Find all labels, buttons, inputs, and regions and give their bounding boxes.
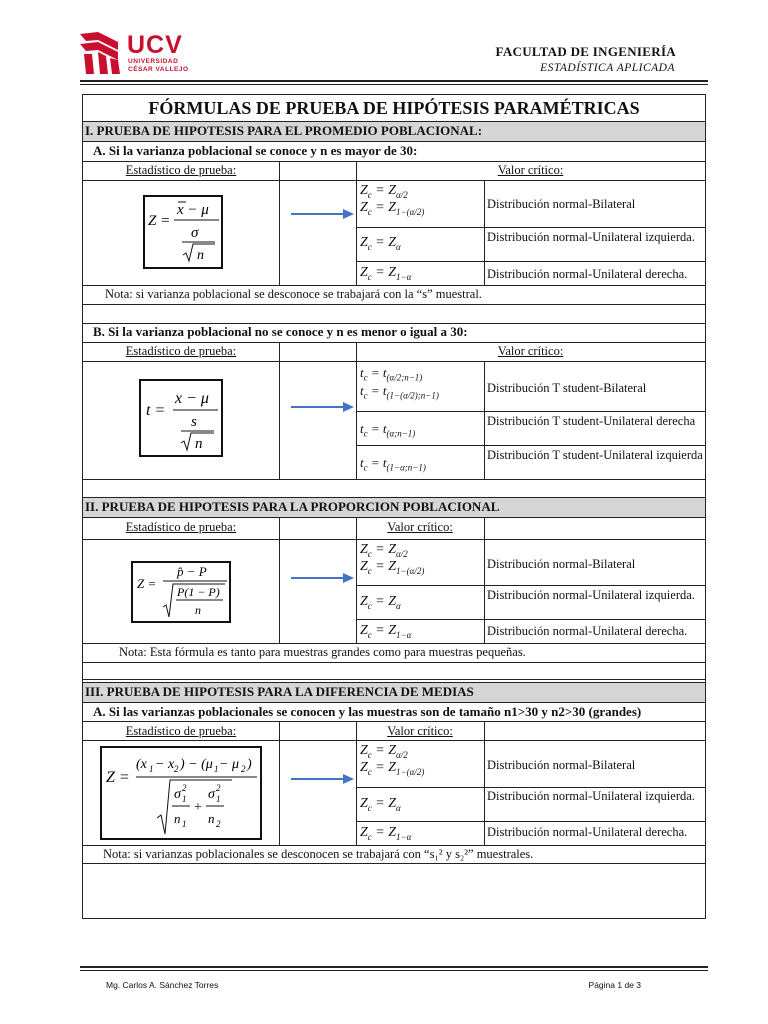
- crit-label: Valor crítico:: [387, 520, 453, 534]
- formula-z-diff-means: [100, 746, 262, 840]
- dist-right: Distribución normal-Unilateral derecha.: [487, 624, 688, 638]
- section-1-heading: I. PRUEBA DE HIPOTESIS PARA EL PROMEDIO POBLACIONAL:: [83, 121, 705, 142]
- footer-author: Mg. Carlos A. Sánchez Torres: [106, 980, 219, 990]
- crit-z-right: $Z_c = Z_{1-\alpha}$: [360, 825, 412, 842]
- svg-text:1: 1: [216, 794, 221, 804]
- crit-label: Valor crítico:: [497, 163, 564, 177]
- crit-z-right: $Z_c = Z_{1-\alpha}$: [360, 623, 412, 640]
- section-1a-heading: A. Si la varianza poblacional se conoce y n es mayor de 30:: [83, 142, 705, 162]
- svg-text:1: 1: [182, 794, 187, 804]
- svg-text:2: 2: [182, 783, 187, 793]
- dist-t-right: Distribución T student-Unilateral derecha: [487, 414, 696, 428]
- crit-t-left: $t_c = t_{(1-\alpha;n-1)}$: [360, 455, 426, 473]
- svg-text:x − μ: x − μ: [177, 202, 209, 218]
- svg-text:s: s: [191, 414, 197, 430]
- svg-text:1: 1: [182, 819, 187, 829]
- section-1b-heading: B. Si la varianza poblacional no se conoce y n es menor o igual a 30:: [83, 323, 705, 343]
- header-rule-thin: [80, 84, 708, 85]
- stat-label: Estadístico de prueba:: [125, 344, 237, 358]
- header-rule: [80, 80, 708, 82]
- crit-z-bilateral: $Z_c = Z_{\alpha/2}$ $Z_c = Z_{1-(\alpha/2)}$: [360, 183, 425, 217]
- crit-z-bilateral: $Z_c = Z_{\alpha/2}$ $Z_c = Z_{1-(\alpha/2)}$: [360, 542, 425, 576]
- crit-label: Valor crítico:: [387, 724, 453, 738]
- crit-label: Valor crítico:: [497, 344, 564, 358]
- logo-subtitle-2: CÉSAR VALLEJO: [128, 66, 189, 73]
- svg-text:n: n: [208, 811, 215, 826]
- svg-text:P(1 − P): P(1 − P): [177, 585, 220, 599]
- logo-text: UCV: [127, 31, 183, 59]
- footer-page: Página 1 de 3: [588, 980, 641, 990]
- svg-text:Z =: Z =: [148, 213, 171, 229]
- formula-z-mean: [143, 195, 223, 269]
- svg-text:σ: σ: [191, 225, 199, 241]
- svg-text:x − μ: x − μ: [175, 390, 209, 407]
- crit-t-bilateral: $t_c = t_{(\alpha/2;n-1)}$ $t_c = t_{(1-(\alpha/2);n-1)}$: [360, 365, 439, 401]
- formula-z-proportion: [131, 561, 231, 623]
- svg-text:p̂ − P: p̂ − P: [177, 564, 207, 579]
- dist-left: Distribución normal-Unilateral izquierda.: [487, 789, 695, 803]
- svg-text:Z =: Z =: [106, 769, 130, 786]
- svg-text:σ: σ: [208, 787, 215, 802]
- dist-left: Distribución normal-Unilateral izquierda.: [487, 588, 695, 602]
- subject-title: ESTADÍSTICA APLICADA: [540, 62, 675, 74]
- dist-bilateral: Distribución normal-Bilateral: [487, 758, 636, 772]
- svg-text:n: n: [195, 436, 203, 452]
- footer-rule-thin: [80, 970, 708, 971]
- svg-text:n: n: [174, 811, 181, 826]
- faculty-title: FACULTAD DE INGENIERÍA: [495, 44, 676, 59]
- svg-text:t =: t =: [146, 402, 166, 419]
- arrow-icon: [291, 773, 355, 785]
- stat-label: Estadístico de prueba:: [125, 520, 237, 534]
- section-3a-heading: A. Si las varianzas poblacionales se conocen y las muestras son de tamaño n1>30 y n2>30 (grandes): [83, 703, 705, 722]
- svg-text:2: 2: [216, 819, 221, 829]
- crit-z-right: $Z_c = Z_{1-\alpha}$: [360, 265, 412, 282]
- svg-text:1: 1: [149, 764, 154, 774]
- section-2-heading: II. PRUEBA DE HIPOTESIS PARA LA PROPORCION POBLACIONAL: [83, 497, 705, 518]
- svg-text:2: 2: [174, 764, 179, 774]
- svg-text:2: 2: [216, 783, 221, 793]
- dist-bilateral: Distribución normal-Bilateral: [487, 557, 636, 571]
- dist-right: Distribución normal-Unilateral derecha.: [487, 267, 688, 281]
- footer-rule: [80, 966, 708, 968]
- crit-t-right: $t_c = t_{(\alpha;n-1)}$: [360, 421, 416, 439]
- svg-text:(x: (x: [136, 757, 147, 772]
- dist-t-bilateral: Distribución T student-Bilateral: [487, 381, 647, 395]
- svg-text:n: n: [197, 248, 204, 263]
- svg-text:2: 2: [241, 764, 246, 774]
- note-1a: Nota: si varianza poblacional se desconoce se trabajará con la “s” muestral.: [105, 287, 482, 301]
- dist-left: Distribución normal-Unilateral izquierda.: [487, 230, 695, 244]
- stat-label: Estadístico de prueba:: [125, 163, 237, 177]
- svg-text:) − (μ: ) − (μ: [180, 757, 213, 772]
- formula-t-mean: [139, 379, 223, 457]
- dist-right: Distribución normal-Unilateral derecha.: [487, 825, 688, 839]
- svg-text:n: n: [195, 603, 201, 617]
- note-2: Nota: Esta fórmula es tanto para muestras grandes como para muestras pequeñas.: [119, 645, 526, 659]
- arrow-icon: [291, 572, 355, 584]
- arrow-icon: [291, 401, 355, 413]
- svg-text:+: +: [194, 800, 202, 815]
- crit-z-left: $Z_c = Z_\alpha$: [360, 796, 401, 813]
- svg-text:Z =: Z =: [137, 576, 157, 591]
- crit-z-left: $Z_c = Z_\alpha$: [360, 594, 401, 611]
- arrow-icon: [291, 208, 355, 220]
- note-3a: Nota: si varianzas poblacionales se desconocen se trabajará con “s₁² y s₂²” muestrales.: [103, 847, 534, 861]
- svg-text:1: 1: [214, 764, 219, 774]
- page-title: FÓRMULAS DE PRUEBA DE HIPÓTESIS PARAMÉTRICAS: [148, 98, 640, 118]
- svg-text:− μ: − μ: [219, 757, 239, 772]
- dist-bilateral: Distribución normal-Bilateral: [487, 197, 636, 211]
- section-3-heading: III. PRUEBA DE HIPOTESIS PARA LA DIFERENCIA DE MEDIAS: [83, 682, 705, 703]
- crit-z-left: $Z_c = Z_\alpha$: [360, 235, 401, 252]
- crit-z-bilateral: $Z_c = Z_{\alpha/2}$ $Z_c = Z_{1-(\alpha/2)}$: [360, 743, 425, 777]
- svg-text:− x: − x: [155, 757, 175, 772]
- svg-text:σ: σ: [174, 787, 181, 802]
- dist-t-left: Distribución T student-Unilateral izquierda: [487, 448, 703, 462]
- svg-text:): ): [247, 757, 252, 772]
- stat-label: Estadístico de prueba:: [125, 724, 237, 738]
- formula-sheet: [82, 94, 706, 919]
- logo-subtitle-1: UNIVERSIDAD: [128, 58, 179, 65]
